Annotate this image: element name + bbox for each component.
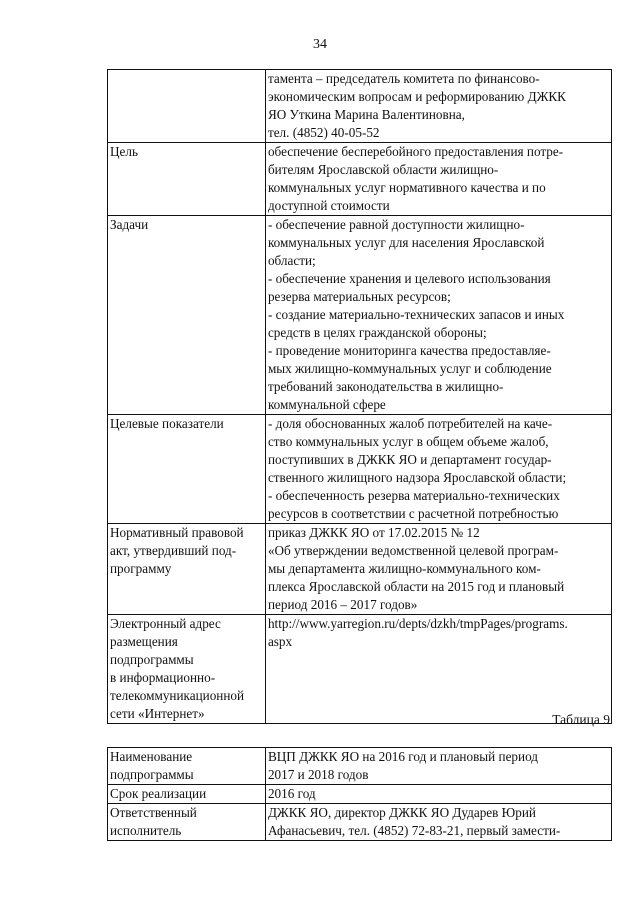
- row-label-cell: [108, 615, 266, 724]
- row-content-line: экономическим вопросам и реформированию ДЖКК: [267, 89, 566, 104]
- row-content-line: ДЖКК ЯО, директор ДЖКК ЯО Дударев Юрий: [267, 805, 536, 820]
- row-label-line: Нормативный правовой: [110, 525, 244, 540]
- row-content-line: мы департамента жилищно-коммунального ком-: [267, 561, 541, 576]
- table-row: [108, 524, 612, 615]
- row-label-line: телекоммуникационной: [110, 688, 245, 703]
- row-content-line: средств в целях гражданской обороны;: [267, 325, 487, 340]
- program-passport-table: [107, 69, 612, 724]
- row-content-cell: [265, 216, 611, 415]
- row-content-line: http://www.yarregion.ru/depts/dzkh/tmpPages/programs.: [267, 616, 568, 631]
- row-label-line: Электронный адрес: [110, 616, 221, 631]
- table-row: [108, 804, 612, 841]
- row-content-line: период 2016 – 2017 годов»: [267, 597, 418, 612]
- row-content-cell: [265, 804, 611, 841]
- program-summary-table: [107, 747, 612, 841]
- table-body: [108, 748, 612, 841]
- row-content-cell: [265, 748, 611, 785]
- row-content-line: мых жилищно-коммунальных услуг и соблюдение: [267, 361, 552, 376]
- row-content-cell: [265, 415, 611, 524]
- row-content-line: ЯО Уткина Марина Валентиновна,: [267, 107, 465, 122]
- row-content-line: области;: [267, 253, 316, 268]
- row-content-line: доступной стоимости: [267, 198, 390, 213]
- row-label-line: Задачи: [110, 217, 149, 232]
- table-row: [108, 216, 612, 415]
- row-content-cell: [265, 70, 611, 143]
- row-content-cell: [265, 524, 611, 615]
- row-label-cell: [108, 415, 266, 524]
- row-label-line: программу: [110, 561, 172, 576]
- row-label-line: Целевые показатели: [110, 416, 224, 431]
- row-content-cell: [265, 143, 611, 216]
- row-content-line: 2017 и 2018 годов: [267, 767, 369, 782]
- row-label-line: Ответственный: [110, 805, 197, 820]
- row-label-line: подпрограммы: [110, 652, 194, 667]
- row-content-line: поступивших в ДЖКК ЯО и департамент государ-: [267, 452, 552, 467]
- row-label-line: Наименование: [110, 749, 193, 764]
- table-row: [108, 143, 612, 216]
- row-content-line: - проведение мониторинга качества предоставляе-: [267, 343, 551, 358]
- row-content-line: приказ ДЖКК ЯО от 17.02.2015 № 12: [267, 525, 480, 540]
- row-label-line: в информационно-: [110, 670, 216, 685]
- row-label-cell: [108, 70, 266, 143]
- row-content-line: коммунальных услуг для населения Ярославской: [267, 235, 545, 250]
- row-label-cell: [108, 143, 266, 216]
- table-body: [108, 70, 612, 724]
- row-label-cell: [108, 216, 266, 415]
- row-content-cell: [265, 785, 611, 804]
- row-content-line: бителям Ярославской области жилищно-: [267, 162, 499, 177]
- table-row: [108, 70, 612, 143]
- row-label-cell: [108, 524, 266, 615]
- table-row: [108, 615, 612, 724]
- row-content-line: - доля обоснованных жалоб потребителей на каче-: [267, 416, 553, 431]
- row-label-line: Цель: [110, 144, 138, 159]
- row-label-cell: [108, 748, 266, 785]
- row-content-line: требований законодательства в жилищно-: [267, 379, 504, 394]
- row-content-line: - обеспечение хранения и целевого использования: [267, 271, 551, 286]
- row-content-line: ВЦП ДЖКК ЯО на 2016 год и плановый период: [267, 749, 538, 764]
- row-content-line: ство коммунальных услуг в общем объеме жалоб,: [267, 434, 549, 449]
- row-content-line: «Об утверждении ведомственной целевой програм-: [267, 543, 559, 558]
- table-row: [108, 415, 612, 524]
- row-content-line: коммунальной сфере: [267, 397, 386, 412]
- row-content-line: Афанасьевич, тел. (4852) 72-83-21, первый замести-: [267, 823, 561, 838]
- row-label-line: размещения: [110, 634, 178, 649]
- row-content-line: коммунальных услуг нормативного качества и по: [267, 180, 546, 195]
- row-content-line: aspx: [267, 634, 293, 649]
- row-label-cell: [108, 785, 266, 804]
- row-content-line: тел. (4852) 40-05-52: [267, 125, 380, 140]
- row-label-line: сети «Интернет»: [110, 706, 205, 721]
- row-label-line: исполнитель: [110, 823, 182, 838]
- row-content-line: ресурсов в соответствии с расчетной потребностью: [267, 506, 559, 521]
- row-content-line: - обеспечение равной доступности жилищно-: [267, 217, 525, 232]
- row-content-line: тамента – председатель комитета по финансово-: [267, 71, 540, 86]
- row-content-line: - создание материально-технических запасов и иных: [267, 307, 565, 322]
- row-content-line: ственного жилищного надзора Ярославской области;: [267, 470, 567, 485]
- row-content-line: 2016 год: [267, 786, 316, 801]
- row-label-line: подпрограммы: [110, 767, 194, 782]
- row-label-cell: [108, 804, 266, 841]
- table-row: [108, 785, 612, 804]
- row-content-line: плекса Ярославской области на 2015 год и плановый: [267, 579, 565, 594]
- page-number: 34: [313, 37, 327, 52]
- row-label-line: акт, утвердивший под-: [110, 543, 237, 558]
- table-caption: Таблица 9: [552, 712, 610, 727]
- row-content-line: резерва материальных ресурсов;: [267, 289, 451, 304]
- row-content-line: - обеспеченность резерва материально-технических: [267, 488, 560, 503]
- row-content-line: обеспечение бесперебойного предоставления потре-: [267, 144, 564, 159]
- row-label-line: Срок реализации: [110, 786, 207, 801]
- table-row: [108, 748, 612, 785]
- row-content-cell: [265, 615, 611, 724]
